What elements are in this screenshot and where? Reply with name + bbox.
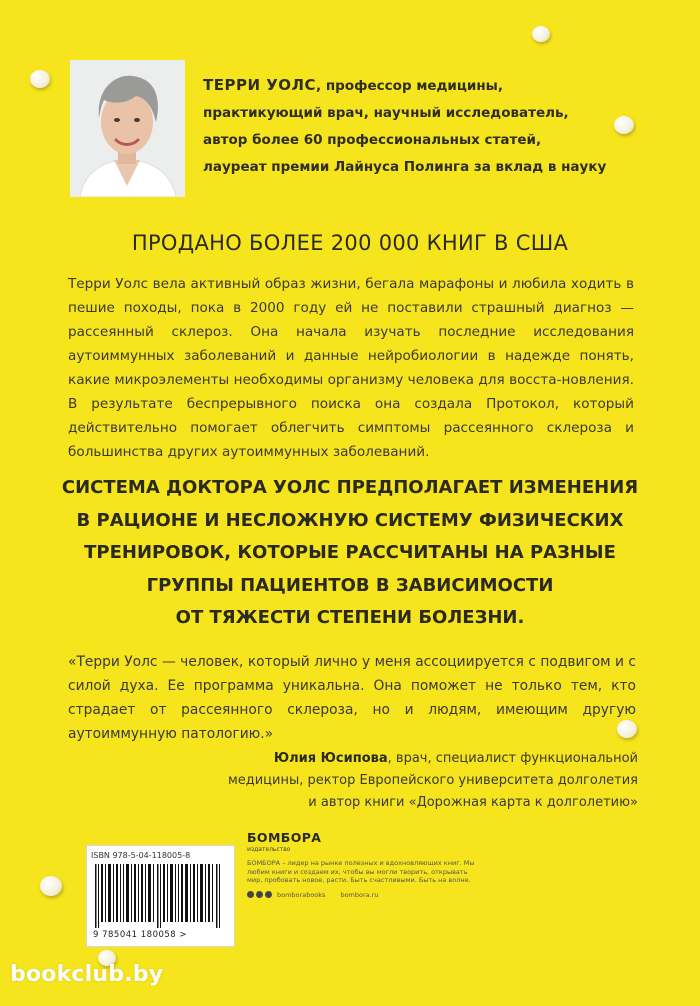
barcode-icon — [95, 864, 225, 928]
social-icon — [265, 891, 272, 898]
publisher-logo: БОМБОРА — [247, 830, 322, 845]
system-line: В РАЦИОНЕ И НЕСЛОЖНУЮ СИСТЕМУ ФИЗИЧЕСКИХ — [76, 509, 624, 531]
author-portrait-icon — [70, 60, 185, 197]
publisher-subtitle: издательство — [247, 846, 291, 853]
isbn-barcode — [86, 845, 235, 947]
book-description — [68, 272, 634, 464]
author-bio — [203, 72, 653, 181]
social-icon — [247, 891, 254, 898]
author-bio-line: ТЕРРИ УОЛС, профессор медицины, — [203, 76, 504, 94]
attribution-line: медицины, ректор Европейского университета долголетия — [227, 773, 638, 788]
author-bio-line: практикующий врач, научный исследователь, — [203, 105, 569, 121]
author-photo — [70, 60, 185, 197]
social-icon — [256, 891, 263, 898]
attribution-line: и автор книги «Дорожная карта к долголетию» — [308, 795, 638, 810]
publisher-links — [247, 891, 477, 899]
pill-decoration — [30, 70, 50, 88]
publisher-website[interactable]: bombora.ru — [340, 890, 379, 899]
system-line: ГРУППЫ ПАЦИЕНТОВ В ЗАВИСИМОСТИ — [146, 574, 554, 596]
system-statement — [60, 472, 640, 635]
author-name: ТЕРРИ УОЛС — [203, 76, 317, 94]
system-line: ОТ ТЯЖЕСТИ СТЕПЕНИ БОЛЕЗНИ. — [175, 607, 525, 628]
isbn-text: ISBN 978-5-04-118005-8 — [91, 851, 191, 860]
author-bio-line: лауреат премии Лайнуса Полинга за вклад в науку — [203, 159, 607, 175]
pill-decoration — [532, 26, 550, 42]
publisher-block — [247, 830, 477, 899]
testimonial-quote: «Терри Уолс — человек, который лично у меня ассоциируется с подвигом и с силой духа. Ее программа уникальна. Она поможет не только тем, кто страдает от рассеянного склероза, но и людям, имеющим другую аутоиммунную патологию.» — [68, 654, 636, 742]
site-watermark: bookclub.by — [10, 962, 164, 987]
barcode-digits: 9 785041 180058 > — [93, 930, 188, 940]
description-paragraph: Терри Уолс вела активный образ жизни, бегала марафоны и любила ходить в пешие походы, пока в 2000 году ей не поставили страшный диагноз — рассеянный склероз. Она начала изучать последние исследования аутоиммунных заболеваний и данные нейробиологии в надежде понять, какие микроэлементы необходимы организму человека для восста-новления. В результате беспрерывного поиска она создала Протокол, который действительно помогает облегчить симптомы рассеянного склероза и большинства других аутоиммунных заболеваний. — [68, 276, 634, 460]
sold-headline: ПРОДАНО БОЛЕЕ 200 000 КНИГ В США — [131, 231, 569, 255]
system-line: СИСТЕМА ДОКТОРА УОЛС ПРЕДПОЛАГАЕТ ИЗМЕНЕНИЯ — [61, 477, 639, 498]
pill-decoration — [40, 876, 62, 896]
author-bio-line: автор более 60 профессиональных статей, — [203, 132, 542, 148]
system-line: ТРЕНИРОВОК, КОТОРЫЕ РАССЧИТАНЫ НА РАЗНЫЕ — [84, 542, 616, 563]
publisher-description: БОМБОРА – лидер на рынке полезных и вдохновляющих книг. Мы любим книги и создаем их, чтобы вы могли творить, открывать мир, пробовать новое, расти. Быть счастливыми. Быть на волне. — [247, 859, 475, 884]
testimonial-attribution: Юлия Юсипова, врач, специалист функциональной медицины, ректор Европейского университета долголетия и автор книги «Дорожная карта к долголетию» — [158, 748, 638, 814]
publisher-social-handle[interactable]: bomborabooks — [277, 890, 326, 899]
attribution-name: Юлия Юсипова — [273, 751, 388, 766]
social-icons — [247, 891, 272, 898]
